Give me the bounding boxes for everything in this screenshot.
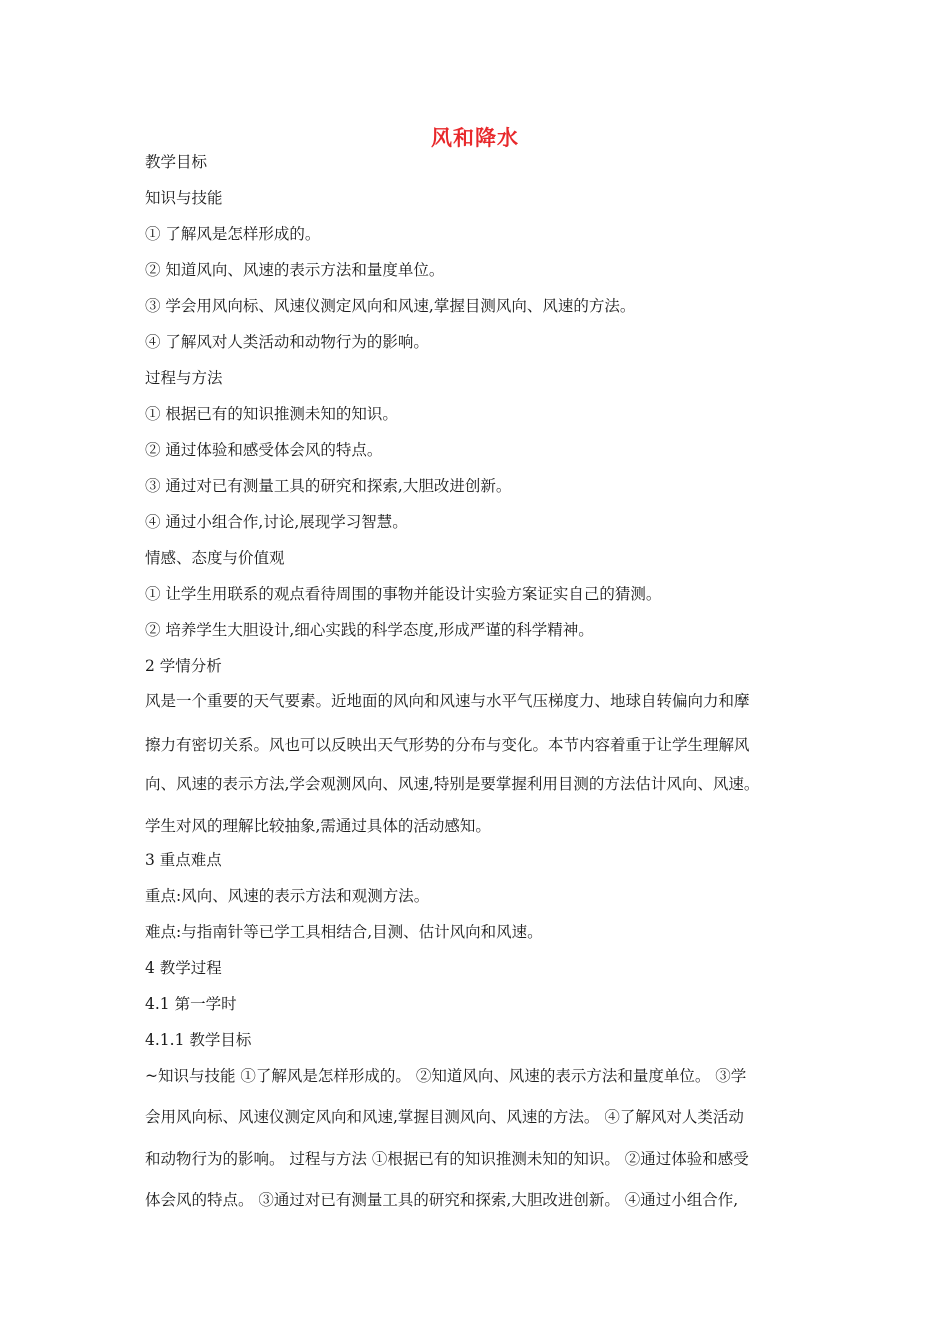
emotion-item: ① 让学生用联系的观点看待周围的事物并能设计实验方案证实自己的猜测。 (145, 585, 662, 603)
paragraph-line: 和动物行为的影响。 过程与方法 ①根据已有的知识推测未知的知识。 ②通过体验和感受 (145, 1150, 749, 1168)
knowledge-item: ③ 学会用风向标、风速仪测定风向和风速,掌握目测风向、风速的方法。 (145, 297, 636, 315)
paragraph-line: 风是一个重要的天气要素。近地面的风向和风速与水平气压梯度力、地球自转偏向力和摩 (145, 692, 750, 710)
paragraph-line: 体会风的特点。 ③通过对已有测量工具的研究和探索,大胆改进创新。 ④通过小组合作, (145, 1191, 739, 1209)
paragraph-line: 向、风速的表示方法,学会观测风向、风速,特别是要掌握利用目测的方法估计风向、风速。 (145, 775, 760, 793)
process-item: ④ 通过小组合作,讨论,展现学习智慧。 (145, 513, 408, 531)
heading-teaching-goals: 教学目标 (145, 153, 208, 171)
paragraph-line: ~知识与技能 ①了解风是怎样形成的。 ②知道风向、风速的表示方法和量度单位。 ③学 (145, 1067, 747, 1085)
heading-emotion-values: 情感、态度与价值观 (145, 549, 285, 567)
heading-knowledge-skills: 知识与技能 (145, 189, 223, 207)
difficulty-point: 难点:与指南针等已学工具相结合,目测、估计风向和风速。 (145, 923, 543, 941)
heading-process-methods: 过程与方法 (145, 369, 223, 387)
process-item: ① 根据已有的知识推测未知的知识。 (145, 405, 398, 423)
subheading-teaching-goals: 4.1.1 教学目标 (145, 1031, 252, 1049)
heading-key-difficult: 3 重点难点 (145, 851, 222, 869)
knowledge-item: ① 了解风是怎样形成的。 (145, 225, 321, 243)
key-point: 重点:风向、风速的表示方法和观测方法。 (145, 887, 430, 905)
paragraph-line: 学生对风的理解比较抽象,需通过具体的活动感知。 (145, 817, 491, 835)
subheading-first-lesson: 4.1 第一学时 (145, 995, 237, 1013)
paragraph-line: 会用风向标、风速仪测定风向和风速,掌握目测风向、风速的方法。 ④了解风对人类活动 (145, 1108, 744, 1126)
knowledge-item: ② 知道风向、风速的表示方法和量度单位。 (145, 261, 445, 279)
document-title: 风和降水 (431, 126, 519, 150)
process-item: ② 通过体验和感受体会风的特点。 (145, 441, 383, 459)
knowledge-item: ④ 了解风对人类活动和动物行为的影响。 (145, 333, 429, 351)
heading-student-analysis: 2 学情分析 (145, 657, 222, 675)
process-item: ③ 通过对已有测量工具的研究和探索,大胆改进创新。 (145, 477, 512, 495)
emotion-item: ② 培养学生大胆设计,细心实践的科学态度,形成严谨的科学精神。 (145, 621, 594, 639)
paragraph-line: 擦力有密切关系。风也可以反映出天气形势的分布与变化。本节内容着重于让学生理解风 (145, 736, 750, 754)
heading-teaching-process: 4 教学过程 (145, 959, 222, 977)
